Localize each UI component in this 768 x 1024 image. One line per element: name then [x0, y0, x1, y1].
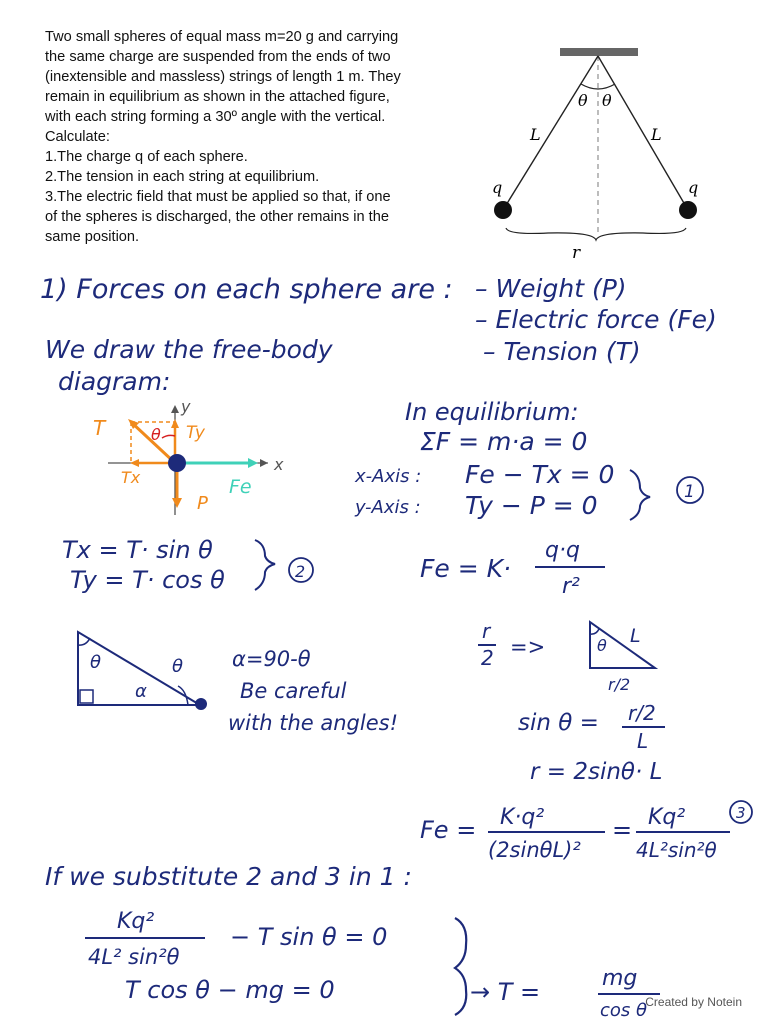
- half-r-num: r: [482, 619, 491, 643]
- problem-line: the same charge are suspended from the ends of two: [45, 49, 391, 65]
- fbd-x-arrowhead: [260, 459, 268, 467]
- brace-1: [630, 470, 650, 520]
- fbd-T-label: T: [93, 416, 106, 440]
- result-num: mg: [602, 966, 638, 991]
- fbd-P-arrowhead: [172, 498, 182, 508]
- force-tension: – Tension (T): [483, 337, 641, 366]
- ref-3: 3: [736, 804, 746, 822]
- fbd-line1: We draw the free-body: [45, 335, 333, 364]
- sys1-rest: − T sin θ = 0: [230, 923, 388, 951]
- step1-heading: 1) Forces on each sphere are :: [40, 274, 453, 305]
- careful-1: Be careful: [240, 679, 347, 703]
- fbd-theta-label: θ: [151, 425, 161, 444]
- tx-eq: Tx = T· sin θ: [62, 536, 213, 564]
- fbd-x-label: x: [274, 455, 284, 474]
- problem-line: remain in equilibrium as shown in the attached figure,: [45, 89, 390, 105]
- sin-lhs: sin θ =: [518, 710, 599, 736]
- y-axis-eq: Ty − P = 0: [465, 491, 598, 520]
- distance-label: r: [572, 243, 581, 263]
- result-lhs: → T =: [470, 978, 541, 1006]
- triangle-1-vertex-dot: [195, 698, 207, 710]
- problem-line: with each string forming a 30º angle with the vertical.: [45, 109, 386, 125]
- force-electric: – Electric force (Fe): [475, 305, 717, 334]
- charge-left: q: [492, 178, 503, 197]
- tri2-L: L: [630, 625, 641, 647]
- watermark: Created by Notein: [645, 995, 742, 1009]
- fbd-Ty-arrowhead: [171, 419, 179, 428]
- alpha-eq: α=90-θ: [232, 647, 311, 671]
- fbd-Fe-arrowhead: [248, 458, 258, 468]
- system-brace: [455, 918, 466, 1015]
- r-eq: r = 2sinθ· L: [530, 759, 663, 785]
- length-right: L: [651, 125, 662, 144]
- length-left: L: [530, 125, 541, 144]
- sys1-den: 4L² sin²θ: [88, 945, 180, 969]
- half-r-arrow: =>: [510, 635, 546, 659]
- substitute-line: If we substitute 2 and 3 in 1 :: [45, 862, 412, 891]
- fbd-Fe-label: Fe: [229, 476, 252, 498]
- x-axis-label: x-Axis :: [355, 466, 422, 487]
- sin-den: L: [637, 729, 649, 753]
- coulomb-num: q·q: [545, 538, 580, 563]
- problem-line: 2.The tension in each string at equilibrium.: [45, 169, 320, 185]
- fe2-den-2: 4L²sin²θ: [636, 838, 717, 862]
- charge-right: q: [688, 178, 699, 197]
- fbd-y-arrowhead: [171, 405, 179, 413]
- fe2-eq: =: [612, 816, 633, 844]
- sin-num: r/2: [628, 701, 656, 725]
- ty-eq: Ty = T· cos θ: [70, 566, 225, 594]
- fbd-line2: diagram:: [58, 367, 171, 396]
- problem-line: 3.The electric field that must be applied so that, if one: [45, 189, 391, 205]
- coulomb-lhs: Fe = K·: [420, 554, 511, 583]
- fe2-den-1: (2sinθL)²: [488, 838, 581, 862]
- fe2-num-2: Kq²: [648, 805, 686, 830]
- x-axis-eq: Fe − Tx = 0: [465, 460, 615, 489]
- problem-line: same position.: [45, 229, 140, 245]
- half-r-den: 2: [481, 646, 494, 670]
- problem-line: of the spheres is discharged, the other remains in the: [45, 209, 389, 225]
- problem-line: Calculate:: [45, 129, 110, 145]
- y-axis-label: y-Axis :: [355, 497, 421, 518]
- ref-2: 2: [295, 562, 306, 581]
- theta-right: θ: [602, 91, 612, 110]
- sys2: T cos θ − mg = 0: [125, 976, 335, 1004]
- coulomb-den: r²: [562, 574, 580, 599]
- problem-line: Two small spheres of equal mass m=20 g and carrying: [45, 29, 399, 45]
- brace-2: [255, 540, 275, 590]
- tri-theta-2: θ: [172, 656, 184, 677]
- fbd-sphere: [168, 454, 186, 472]
- result-den: cos θ: [600, 1000, 648, 1021]
- eq-sum: ΣF = m·a = 0: [420, 427, 588, 456]
- tri2-r2: r/2: [608, 675, 631, 694]
- tri2-theta: θ: [597, 636, 607, 655]
- fbd-y-label: y: [181, 397, 191, 416]
- fe2-num-1: K·q²: [500, 805, 545, 830]
- free-body-diagram: [93, 397, 284, 515]
- tri-alpha: α: [135, 681, 147, 702]
- fbd-Tx-label: Tx: [121, 468, 141, 487]
- fbd-theta-arc: [162, 435, 175, 438]
- problem-line: (inextensible and massless) strings of length 1 m. They: [45, 69, 401, 85]
- fbd-P-label: P: [197, 493, 208, 514]
- force-weight: – Weight (P): [475, 274, 627, 303]
- theta-left: θ: [578, 91, 588, 110]
- problem-line: 1.The charge q of each sphere.: [45, 149, 248, 165]
- eq-title: In equilibrium:: [405, 398, 579, 426]
- right-angle-mark: [80, 690, 93, 703]
- tri-theta-1: θ: [90, 652, 102, 673]
- fbd-Ty-label: Ty: [186, 423, 205, 443]
- ref-1: 1: [684, 482, 695, 502]
- sys1-num: Kq²: [117, 909, 155, 934]
- fe2-lhs: Fe =: [420, 816, 477, 844]
- careful-2: with the angles!: [228, 711, 398, 735]
- triangle-2-arc: [590, 629, 599, 634]
